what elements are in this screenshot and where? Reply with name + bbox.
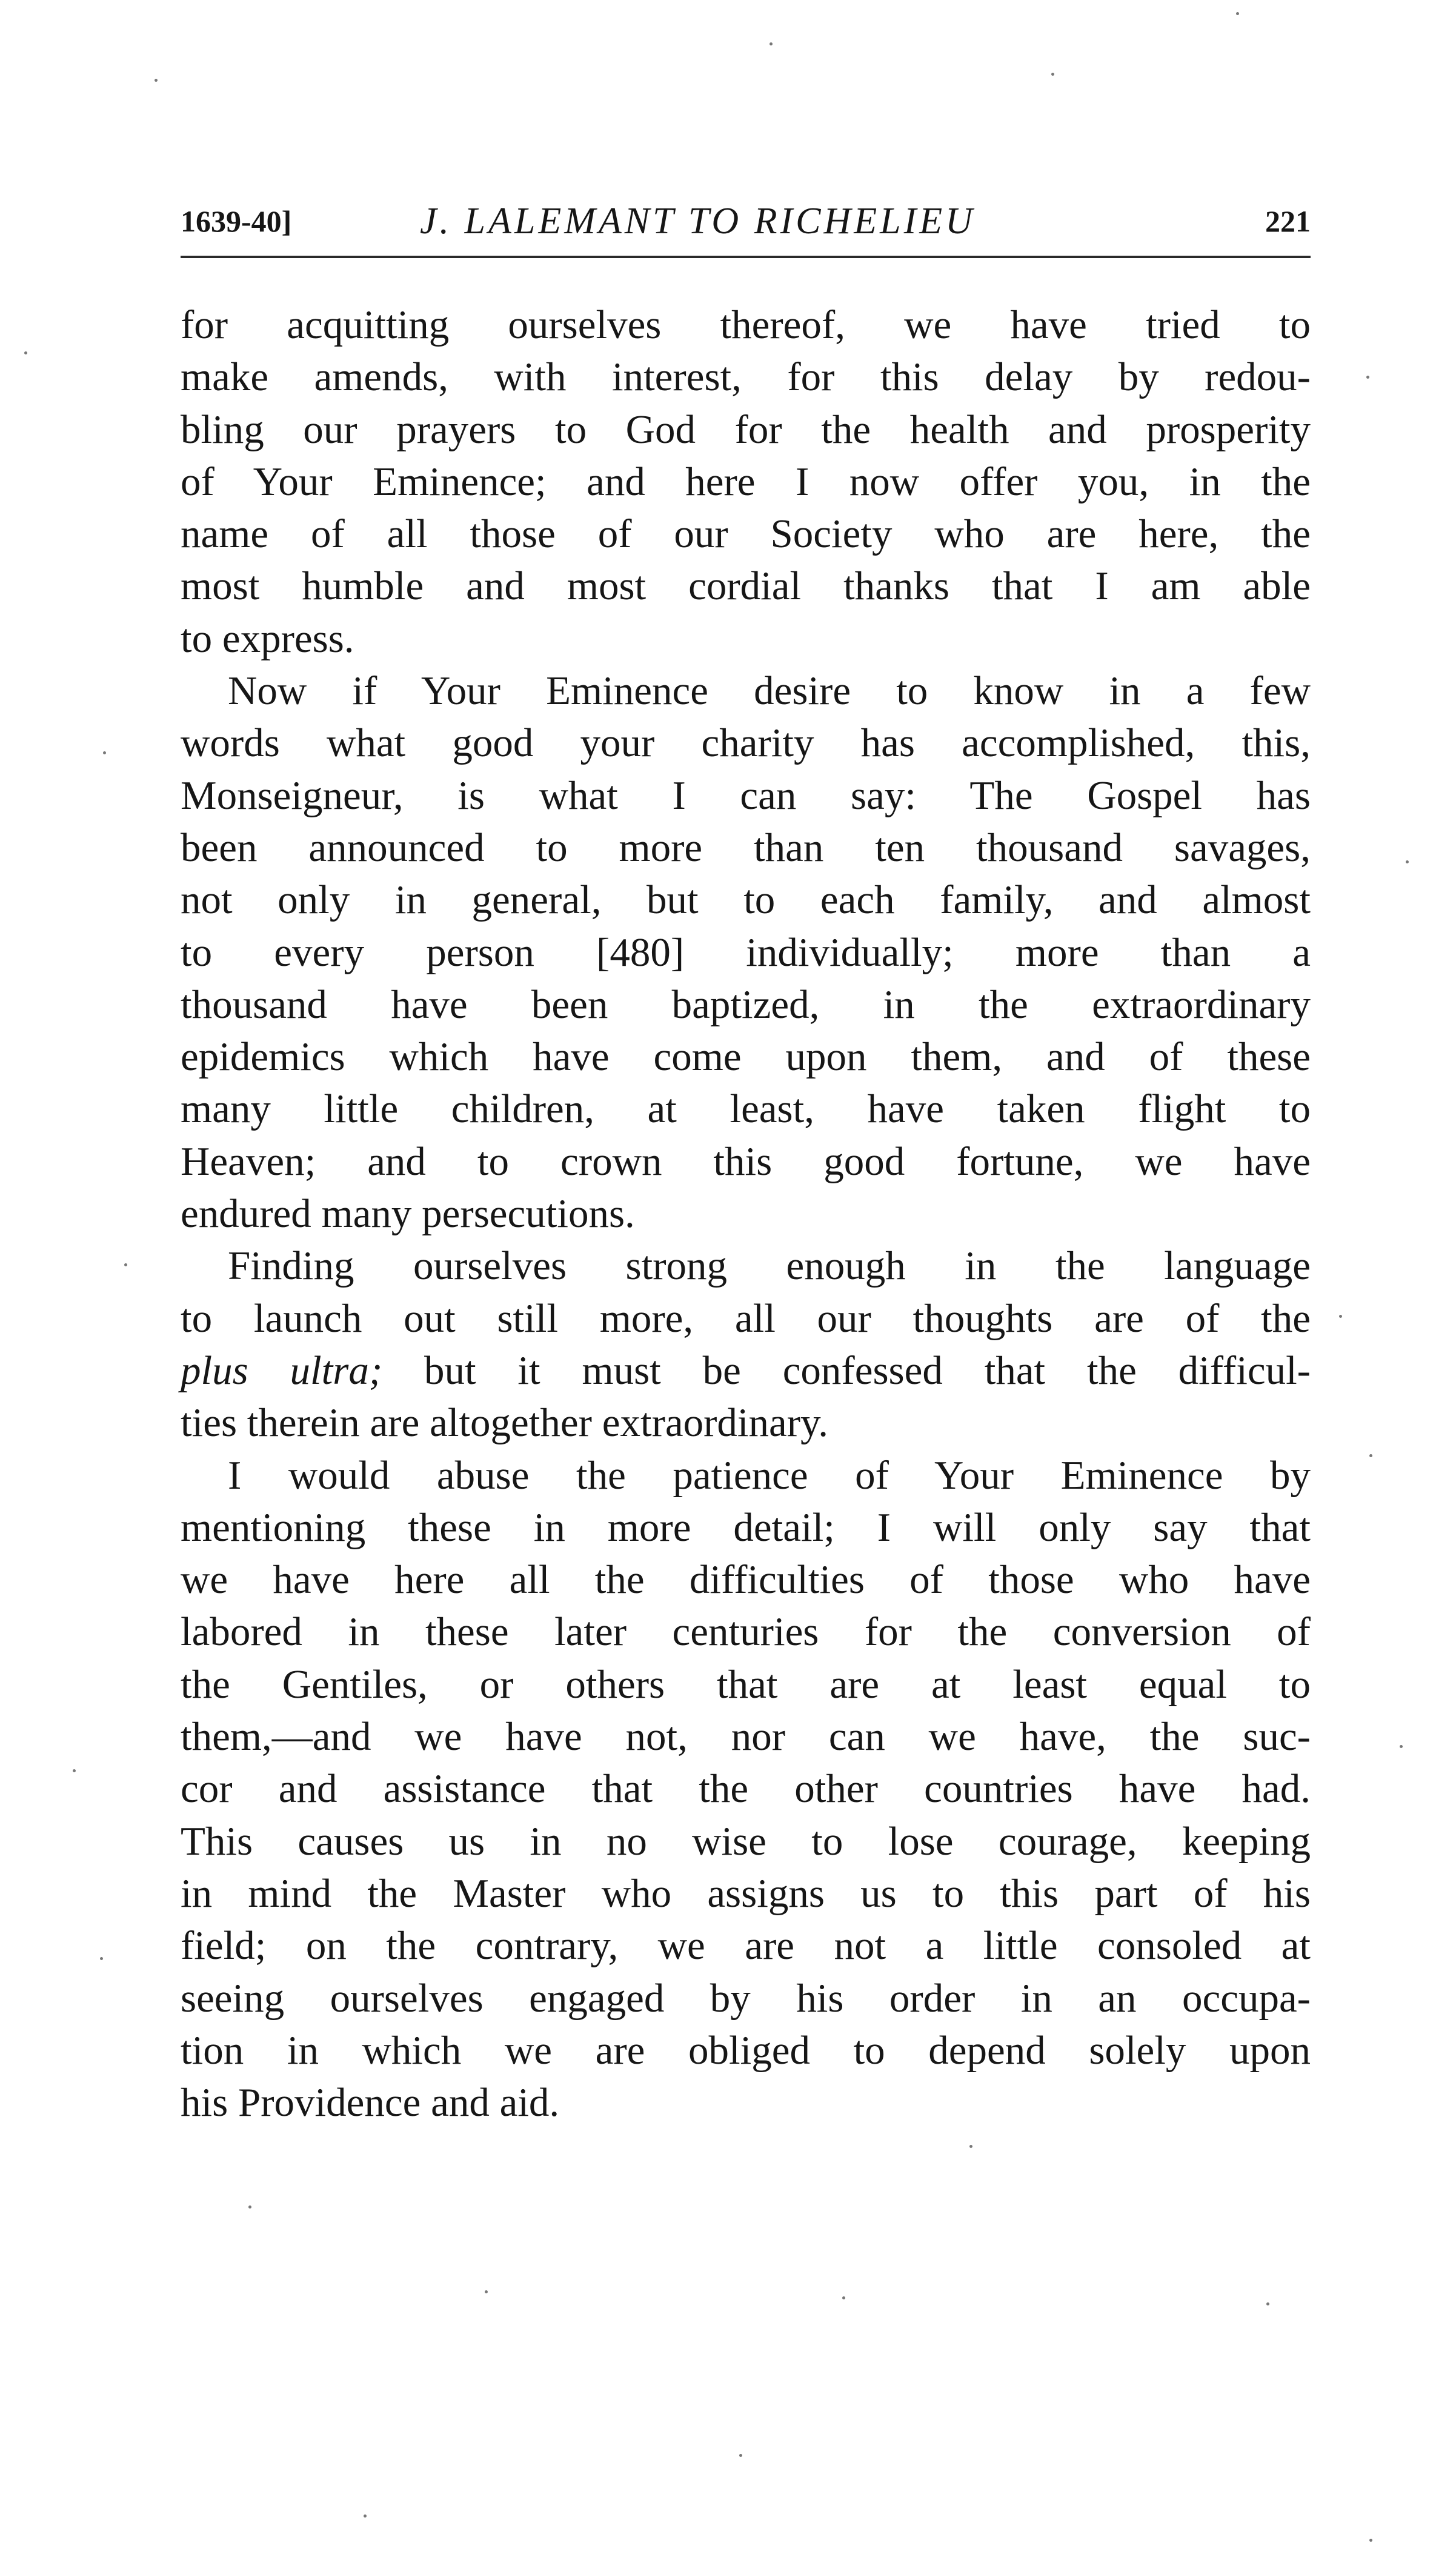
speck	[1369, 2539, 1372, 2542]
text-line: make amends, with interest, for this delay by redou-	[181, 354, 1311, 400]
text-line: them,—and we have not, nor can we have, the suc-	[181, 1714, 1311, 1760]
text-line: ties therein are altogether extraordinary.	[181, 1400, 828, 1446]
text-line: Heaven; and to crown this good fortune, we have	[181, 1138, 1311, 1184]
text-line: This causes us in no wise to lose courage, keeping	[181, 1818, 1311, 1864]
text-line: Monseigneur, is what I can say: The Gospel has	[181, 773, 1311, 818]
speck	[1369, 1454, 1372, 1457]
text-line: in mind the Master who assigns us to this part of his	[181, 1870, 1311, 1916]
speck	[1236, 12, 1239, 15]
speck	[155, 79, 158, 82]
speck	[842, 2296, 845, 2299]
text-line: thousand have been baptized, in the extraordinary	[181, 982, 1311, 1027]
speck	[1366, 376, 1369, 379]
text-line: cor and assistance that the other countries have had.	[181, 1766, 1311, 1812]
text-line: to express.	[181, 616, 354, 661]
text-line: seeing ourselves engaged by his order in an occupa-	[181, 1975, 1311, 2021]
text-line: not only in general, but to each family, and almost	[181, 877, 1311, 923]
speck	[1051, 73, 1054, 76]
speck	[1266, 2302, 1269, 2305]
text-line: I would abuse the patience of Your Eminence by	[228, 1452, 1311, 1498]
speck	[103, 751, 106, 754]
text-line: been announced to more than ten thousand savages,	[181, 825, 1311, 870]
text-line: field; on the contrary, we are not a little consoled at	[181, 1923, 1311, 1969]
text-line: bling our prayers to God for the health and prosperity	[181, 407, 1311, 452]
text-line: the Gentiles, or others that are at least equal to	[181, 1661, 1311, 1707]
text-line: epidemics which have come upon them, and of these	[181, 1034, 1311, 1080]
speck	[248, 2205, 251, 2209]
text-line: endured many persecutions.	[181, 1191, 635, 1237]
speck	[1339, 1315, 1342, 1318]
italic-phrase: plus ultra;	[181, 1348, 383, 1393]
text-line: tion in which we are obliged to depend solely upon	[181, 2027, 1311, 2073]
text-line	[181, 1344, 1311, 1397]
text-line: mentioning these in more detail; I will only say that	[181, 1504, 1311, 1550]
text-line: of Your Eminence; and here I now offer you, in the	[181, 459, 1311, 504]
text-line: labored in these later centuries for the conversion of	[181, 1609, 1311, 1655]
text-line: Now if Your Eminence desire to know in a few	[228, 668, 1311, 714]
text-line: to launch out still more, all our thoughts are of the	[181, 1295, 1311, 1341]
speck	[485, 2290, 488, 2293]
text-line: we have here all the difficulties of those who have	[181, 1557, 1311, 1603]
text-line: most humble and most cordial thanks that I am able	[181, 563, 1311, 609]
header-years: 1639-40]	[181, 204, 292, 238]
speck	[364, 2514, 367, 2518]
text-line-rest: but it must be confessed that the difficul-	[382, 1348, 1311, 1393]
text-line: name of all those of our Society who are here, the	[181, 511, 1311, 557]
speck	[1406, 860, 1409, 863]
speck	[1400, 1745, 1403, 1748]
page-number: 221	[1265, 204, 1311, 238]
speck	[739, 2454, 742, 2457]
speck	[124, 1263, 127, 1266]
text-line: many little children, at least, have taken flight to	[181, 1086, 1311, 1132]
text-line: words what good your charity has accomplished, this,	[181, 720, 1311, 766]
body-text	[181, 299, 1311, 2129]
speck	[969, 2145, 972, 2148]
header-title: J. LALEMANT TO RICHELIEU	[420, 201, 976, 242]
speck	[73, 1769, 76, 1772]
speck	[770, 42, 773, 45]
text-line: his Providence and aid.	[181, 2080, 560, 2126]
text-line: to every person [480] individually; more than a	[181, 929, 1311, 975]
running-header	[181, 200, 1311, 258]
speck	[100, 1957, 103, 1960]
text-line: for acquitting ourselves thereof, we have tried to	[181, 302, 1311, 347]
text-line: Finding ourselves strong enough in the language	[228, 1243, 1311, 1289]
speck	[24, 351, 27, 354]
